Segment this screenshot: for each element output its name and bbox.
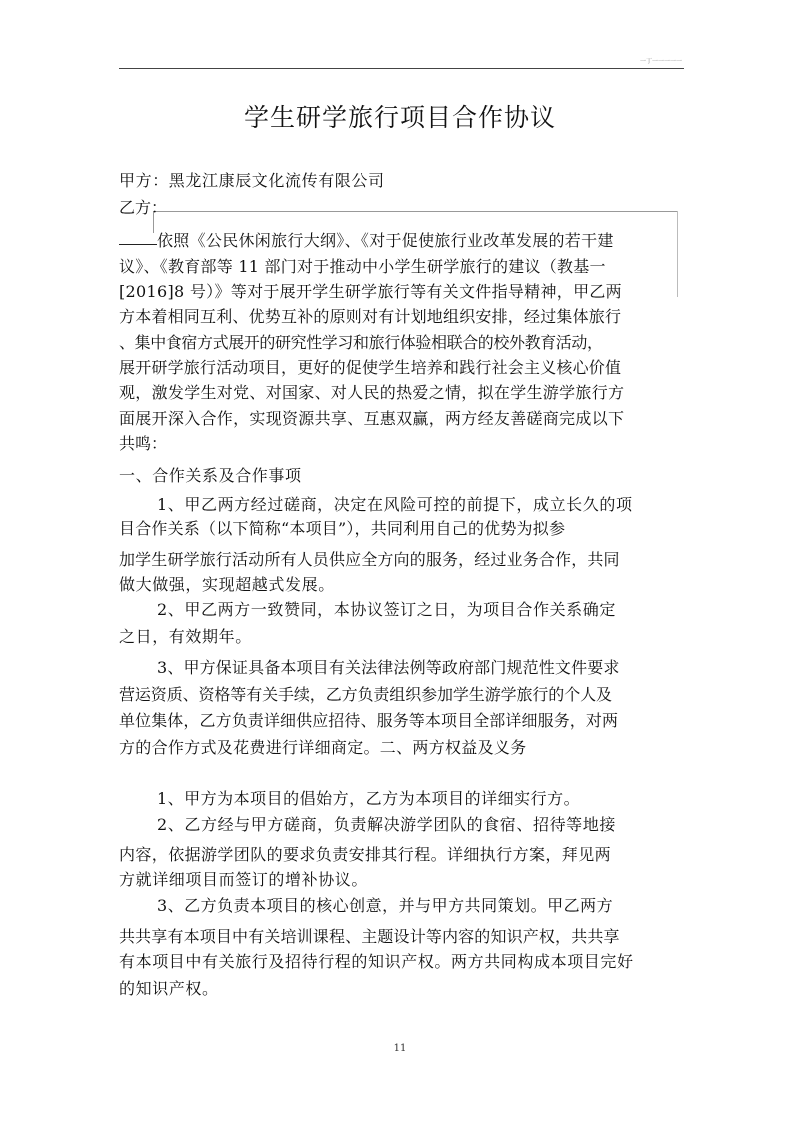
body-line: 面展开深入合作，实现资源共享、互惠双赢，两方经友善磋商完成以下 (119, 409, 625, 428)
bracket-right (677, 211, 678, 297)
body-line: 单位集体，乙方负责详细供应招待、服务等本项目全部详细服务，对两 (119, 711, 619, 730)
party-a-line: 甲方：黑龙江康辰文化流传有限公司 (119, 171, 385, 190)
body-line: 方的合作方式及花费进行详细商定。二、两方权益及义务 (119, 738, 527, 757)
body-line: 依照《公民休闲旅行大纲》、《对于促使旅行业改革发展的若干建 (157, 231, 614, 250)
body-line: 议》、《教育部等 11 部门对于推动中小学生研学旅行的建议（教基一 (119, 257, 606, 276)
party-b-line: 乙方： (119, 198, 168, 217)
body-line: 内容，依据游学团队的要求负责安排其行程。详细执行方案，拜见两 (119, 845, 612, 864)
body-line: 、集中食宿方式展开的研究性学习和旅行体验相联合的校外教育活动， (119, 333, 603, 352)
body-line: 共鸣： (119, 434, 168, 453)
body-line: 2、甲乙两方一致赞同，本协议签订之日，为项目合作关系确定 (157, 600, 616, 619)
bracket-top (153, 211, 677, 212)
body-line: 3、乙方负责本项目的核心创意，并与甲方共同策划。甲乙两方 (157, 896, 614, 915)
body-line: 加学生研学旅行活动所有人员供应全方向的服务，经过业务合作，共同 (119, 550, 620, 569)
body-line: 1、甲方为本项目的倡始方，乙方为本项目的详细实行方。 (157, 789, 581, 808)
body-line: 方就详细项目而签订的增补协议。 (119, 870, 369, 889)
page-title: 学生研学旅行项目合作协议 (243, 103, 556, 132)
body-line: 之日，有效期年。 (119, 627, 252, 646)
body-line: 的知识产权。 (119, 979, 219, 998)
header-rule (119, 68, 684, 69)
body-line: 共共享有本项目中有关培训课程、主题设计等内容的知识产权，共共享 (119, 927, 620, 946)
section-heading: 一、合作关系及合作事项 (119, 466, 302, 485)
body-line: 观，激发学生对党、对国家、对人民的热爱之情，拟在学生游学旅行方 (119, 383, 625, 402)
body-line: 2、乙方经与甲方磋商，负责解决游学团队的食宿、招待等地接 (157, 815, 616, 834)
indent-underline (119, 244, 157, 245)
body-line: [2016]8 号）》等对于展开学生研学旅行等有关文件指导精神，甲乙两 (119, 282, 622, 301)
page-number: 11 (393, 1043, 407, 1054)
body-line: 方本着相同互利、优势互补的原则对有计划地组织安排，经过集体旅行 (119, 307, 622, 326)
body-line: 展开研学旅行活动项目，更好的促使学生培养和践行社会主义核心价值 (119, 358, 622, 377)
body-line: 有本项目中有关旅行及招待行程的知识产权。两方共同构成本项目完好 (119, 952, 634, 971)
body-line: 做大做强，实现超越式发展。 (119, 575, 335, 594)
body-line: 1、甲乙两方经过磋商，决定在风险可控的前提下，成立长久的项 (157, 495, 633, 514)
header-small-text: 一丁一一一一一 (639, 58, 682, 65)
body-line: 目合作关系（以下简称“本项目”），共同利用自己的优势为拟参 (119, 519, 566, 538)
body-line: 营运资质、资格等有关手续，乙方负责组织参加学生游学旅行的个人及 (119, 685, 612, 704)
body-line: 3、甲方保证具备本项目有关法律法例等政府部门规范性文件要求 (157, 658, 620, 677)
